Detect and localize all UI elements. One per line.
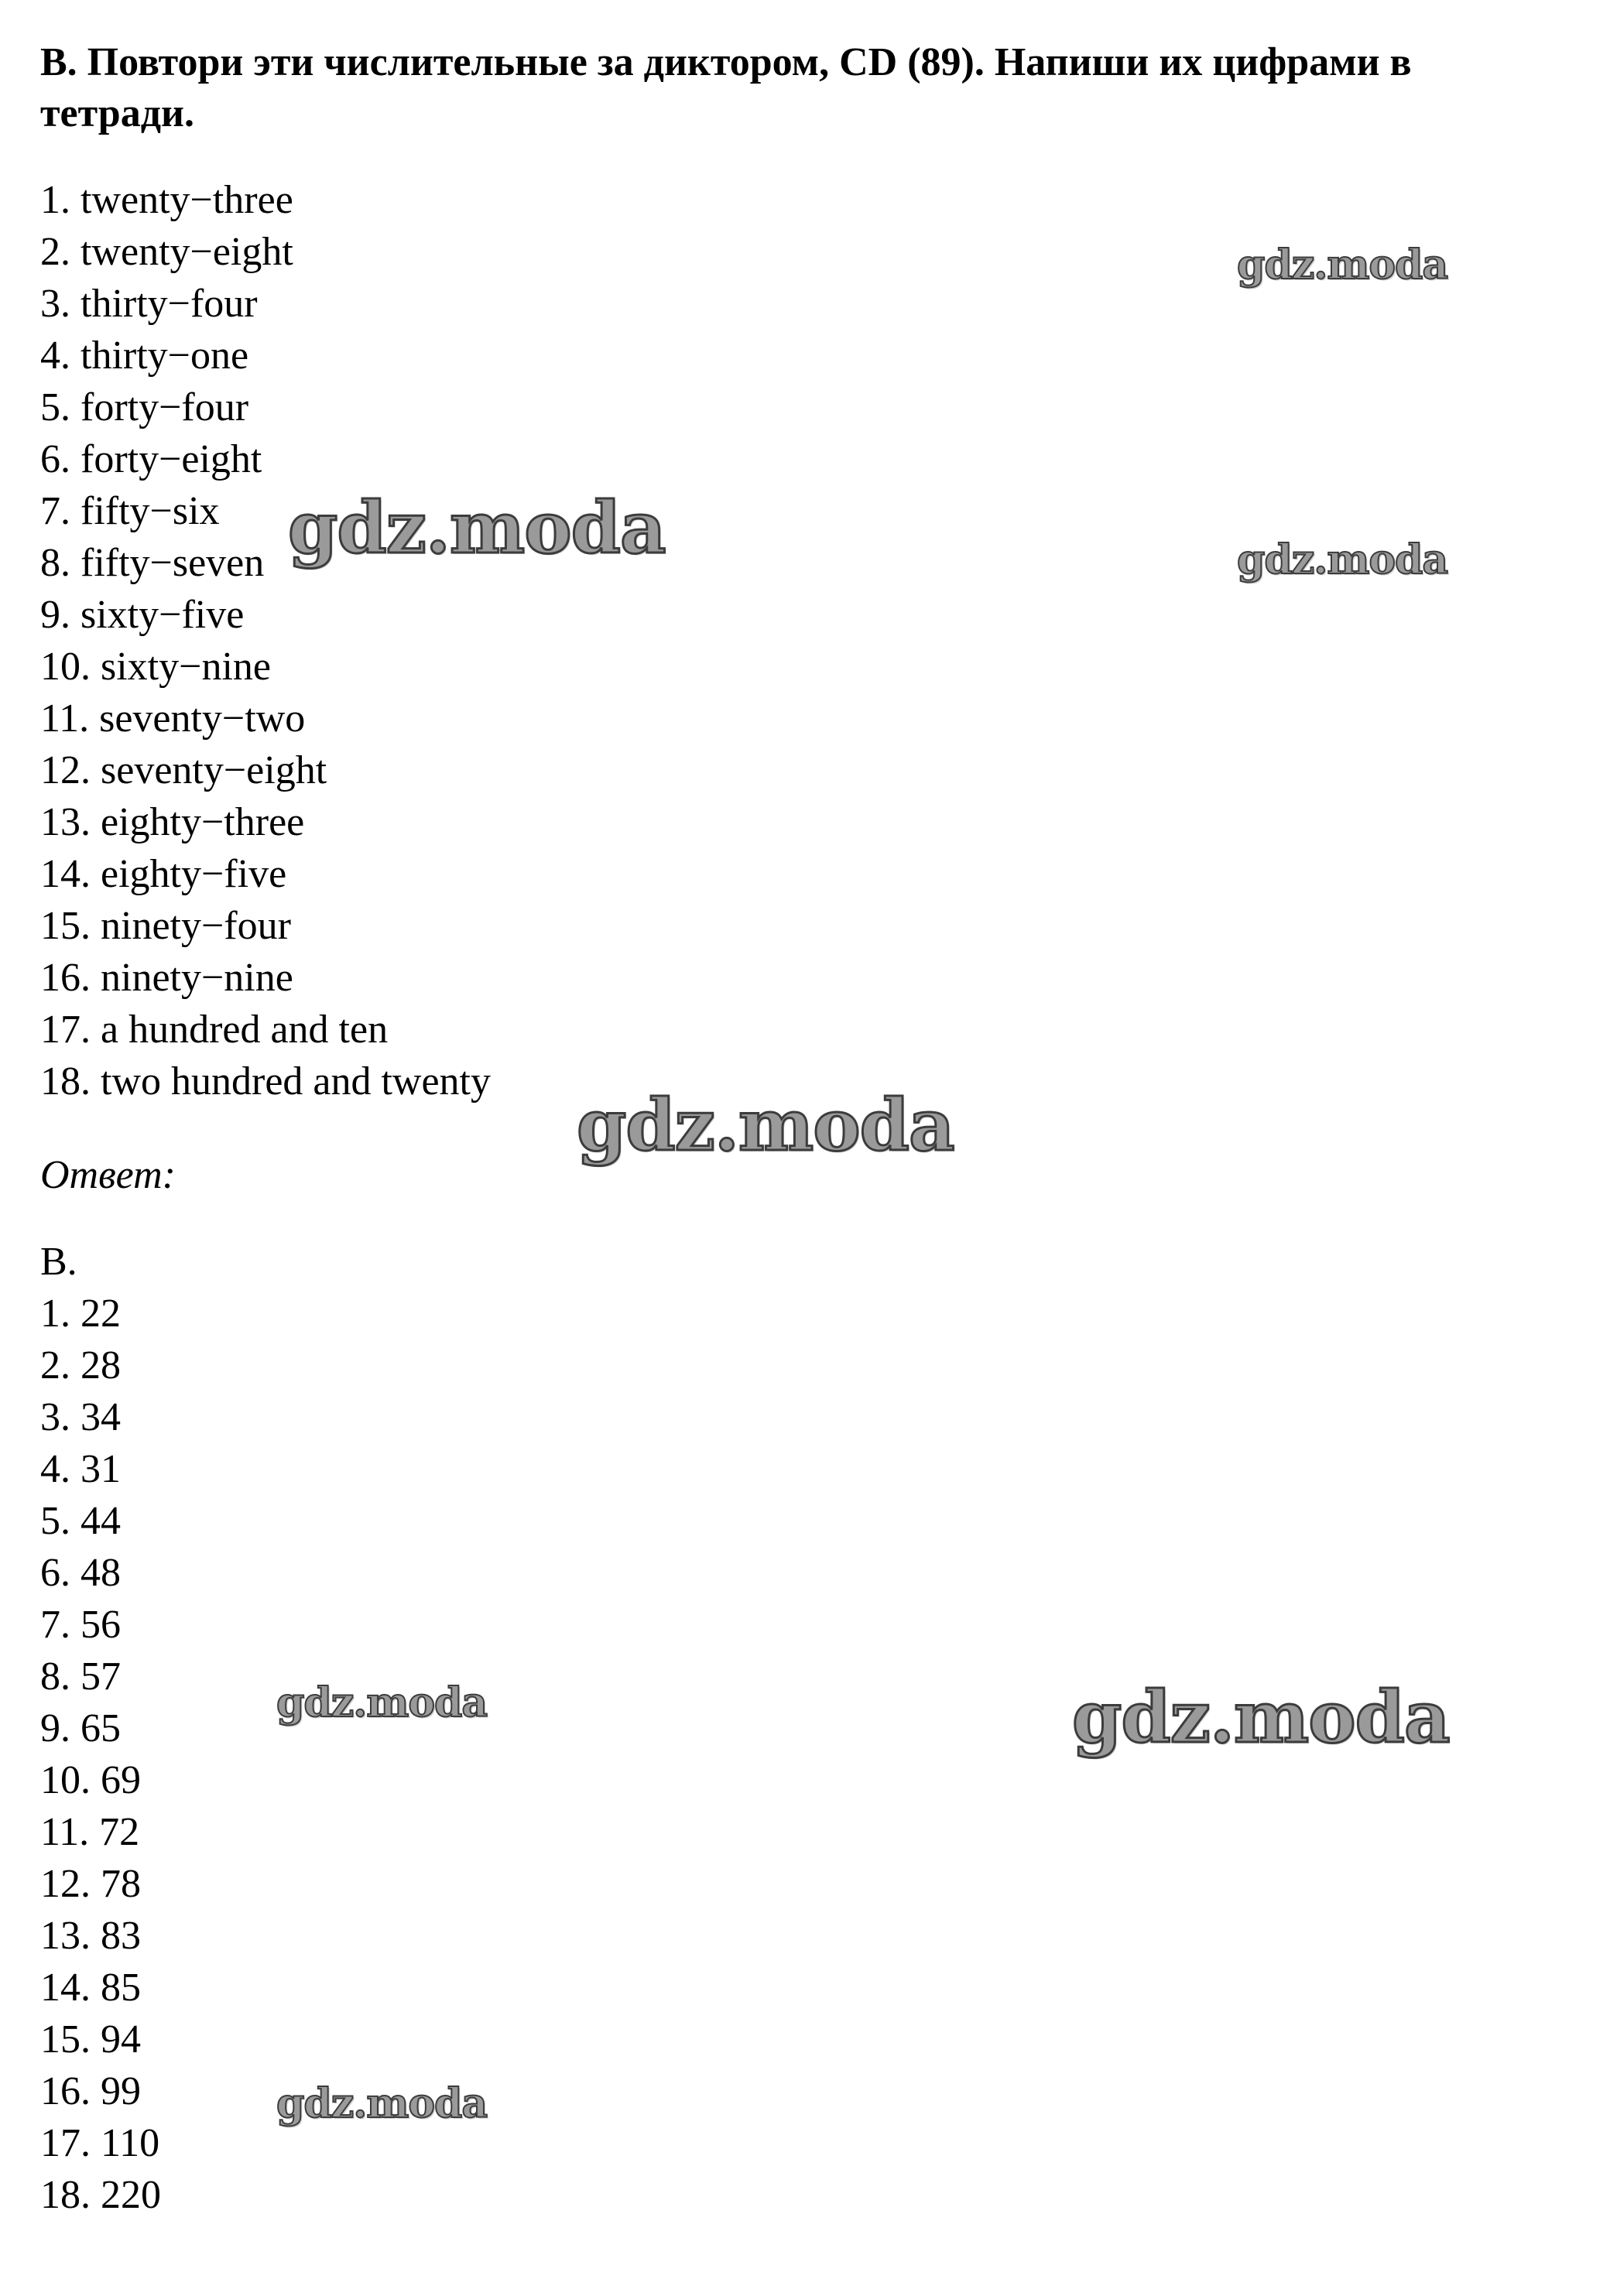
watermark: gdz.moda bbox=[276, 1679, 488, 1726]
item-text: 99 bbox=[101, 2069, 141, 2113]
item-text: 31 bbox=[80, 1447, 121, 1491]
item-number: 12. bbox=[40, 1862, 91, 1906]
item-text: thirty−four bbox=[80, 282, 258, 326]
item-number: 18. bbox=[40, 1059, 91, 1104]
item-text: 28 bbox=[80, 1343, 121, 1388]
item-number: 4. bbox=[40, 334, 70, 378]
list-item bbox=[40, 433, 491, 485]
list-item bbox=[40, 1391, 161, 1443]
list-item bbox=[40, 641, 491, 693]
item-text: 65 bbox=[80, 1706, 121, 1750]
item-text: 78 bbox=[101, 1862, 141, 1906]
item-text: 57 bbox=[80, 1654, 121, 1699]
item-number: 16. bbox=[40, 2069, 91, 2113]
watermark: gdz.moda bbox=[1237, 536, 1448, 583]
item-number: 3. bbox=[40, 282, 70, 326]
list-item bbox=[40, 693, 491, 744]
item-number: 9. bbox=[40, 1706, 70, 1750]
item-number: 2. bbox=[40, 230, 70, 274]
list-item bbox=[40, 744, 491, 796]
list-item bbox=[40, 796, 491, 848]
list-item bbox=[40, 952, 491, 1004]
watermark: gdz.moda bbox=[577, 1083, 954, 1167]
list-item bbox=[40, 382, 491, 433]
item-number: 13. bbox=[40, 800, 91, 844]
list-item bbox=[40, 1702, 161, 1754]
item-text: 44 bbox=[80, 1499, 121, 1543]
list-item bbox=[40, 1651, 161, 1702]
item-number: 6. bbox=[40, 1551, 70, 1595]
list-item bbox=[40, 2014, 161, 2065]
item-text: fifty−seven bbox=[80, 541, 265, 585]
watermark: gdz.moda bbox=[1237, 241, 1448, 289]
item-text: 72 bbox=[99, 1810, 140, 1854]
list-item bbox=[40, 1910, 161, 1962]
item-text: fifty−six bbox=[80, 489, 220, 533]
item-text: 94 bbox=[101, 2017, 141, 2062]
list-item bbox=[40, 1599, 161, 1651]
watermark: gdz.moda bbox=[288, 486, 666, 570]
item-number: 17. bbox=[40, 1008, 91, 1052]
item-text: seventy−two bbox=[99, 696, 306, 741]
answer-list bbox=[40, 1288, 161, 2221]
watermark: gdz.moda bbox=[276, 2080, 488, 2127]
list-item bbox=[40, 174, 491, 226]
item-text: 56 bbox=[80, 1603, 121, 1647]
item-text: eighty−three bbox=[101, 800, 305, 844]
watermark: gdz.moda bbox=[1072, 1675, 1450, 1759]
list-item bbox=[40, 900, 491, 952]
list-item bbox=[40, 1495, 161, 1547]
item-text: 34 bbox=[80, 1395, 121, 1439]
item-number: 14. bbox=[40, 852, 91, 896]
item-number: 9. bbox=[40, 593, 70, 637]
item-text: 220 bbox=[101, 2173, 161, 2217]
item-text: 69 bbox=[101, 1758, 141, 1802]
list-item bbox=[40, 1004, 491, 1056]
answer-label: Ответ: bbox=[40, 1153, 176, 1197]
item-text: forty−eight bbox=[80, 437, 262, 481]
list-item bbox=[40, 2169, 161, 2221]
list-item bbox=[40, 1443, 161, 1495]
list-item bbox=[40, 1288, 161, 1340]
item-text: 85 bbox=[101, 1966, 141, 2010]
item-number: 10. bbox=[40, 645, 91, 689]
item-number: 18. bbox=[40, 2173, 91, 2217]
item-number: 2. bbox=[40, 1343, 70, 1388]
item-text: 110 bbox=[101, 2121, 160, 2165]
list-item bbox=[40, 1754, 161, 1806]
list-item bbox=[40, 848, 491, 900]
item-text: sixty−nine bbox=[101, 645, 271, 689]
item-text: 48 bbox=[80, 1551, 121, 1595]
list-item bbox=[40, 226, 491, 278]
item-text: twenty−three bbox=[80, 178, 293, 222]
list-item bbox=[40, 1806, 161, 1858]
item-number: 8. bbox=[40, 541, 70, 585]
item-number: 5. bbox=[40, 1499, 70, 1543]
item-number: 1. bbox=[40, 1292, 70, 1336]
item-text: sixty−five bbox=[80, 593, 245, 637]
item-text: ninety−nine bbox=[101, 956, 293, 1000]
item-text: eighty−five bbox=[101, 852, 287, 896]
item-number: 11. bbox=[40, 1810, 90, 1854]
item-number: 12. bbox=[40, 748, 91, 792]
item-text: seventy−eight bbox=[101, 748, 327, 792]
item-number: 13. bbox=[40, 1914, 91, 1958]
item-number: 7. bbox=[40, 489, 70, 533]
list-item bbox=[40, 1858, 161, 1910]
item-number: 3. bbox=[40, 1395, 70, 1439]
list-item bbox=[40, 1340, 161, 1391]
item-number: 7. bbox=[40, 1603, 70, 1647]
list-item bbox=[40, 330, 491, 382]
item-text: 22 bbox=[80, 1292, 121, 1336]
item-number: 16. bbox=[40, 956, 91, 1000]
list-item bbox=[40, 589, 491, 641]
item-number: 5. bbox=[40, 385, 70, 429]
item-number: 15. bbox=[40, 904, 91, 948]
item-number: 10. bbox=[40, 1758, 91, 1802]
item-text: ninety−four bbox=[101, 904, 291, 948]
item-text: two hundred and twenty bbox=[101, 1059, 492, 1104]
list-item bbox=[40, 2117, 161, 2169]
item-text: a hundred and ten bbox=[101, 1008, 389, 1052]
item-number: 14. bbox=[40, 1966, 91, 2010]
item-number: 4. bbox=[40, 1447, 70, 1491]
list-item bbox=[40, 1056, 491, 1107]
list-item bbox=[40, 278, 491, 330]
item-text: forty−four bbox=[80, 385, 249, 429]
list-item bbox=[40, 1962, 161, 2014]
item-number: 11. bbox=[40, 696, 90, 741]
item-text: twenty−eight bbox=[80, 230, 293, 274]
item-number: 1. bbox=[40, 178, 70, 222]
item-number: 15. bbox=[40, 2017, 91, 2062]
item-number: 17. bbox=[40, 2121, 91, 2165]
item-number: 6. bbox=[40, 437, 70, 481]
list-item bbox=[40, 1547, 161, 1599]
answer-section-letter: B. bbox=[40, 1240, 77, 1284]
item-text: thirty−one bbox=[80, 334, 249, 378]
exercise-list bbox=[40, 174, 491, 1107]
exercise-heading: B. Повтори эти числительные за диктором, CD (89). Напиши их цифрами в тетради. bbox=[40, 40, 1412, 135]
item-text: 83 bbox=[101, 1914, 141, 1958]
item-number: 8. bbox=[40, 1654, 70, 1699]
list-item bbox=[40, 2065, 161, 2117]
